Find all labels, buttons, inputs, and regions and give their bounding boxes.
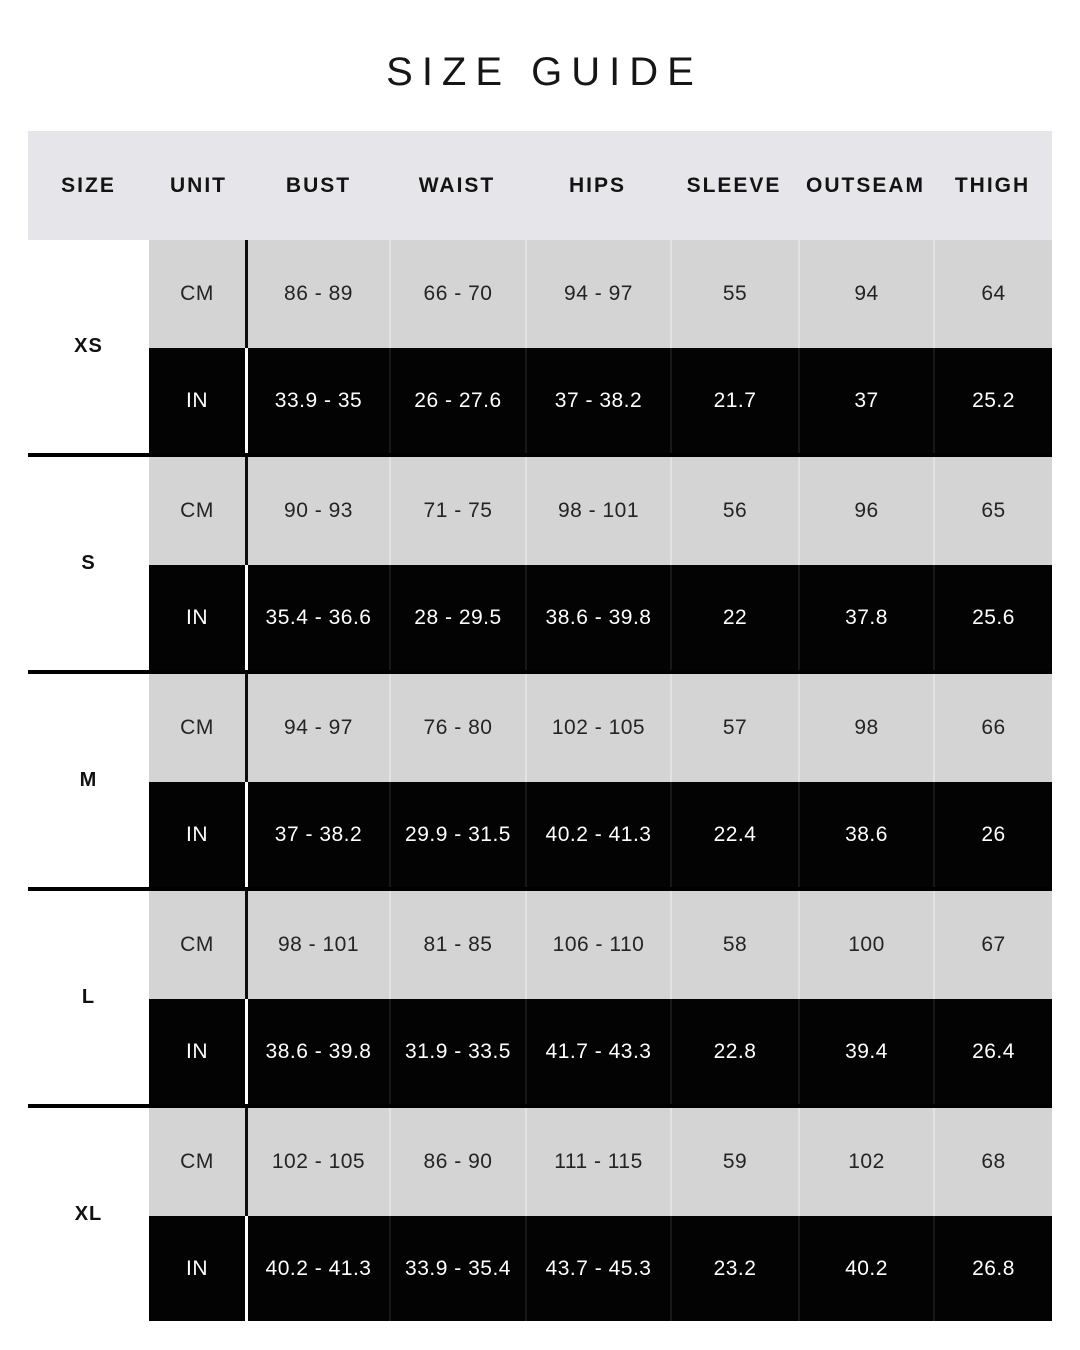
size-group-rows [149,1108,1052,1321]
size-cell [28,240,149,453]
hips-value-cm: 102 - 105 [525,674,670,782]
size-group-rows [149,891,1052,1104]
header-bust: BUST [285,173,352,197]
size-group-rows [149,240,1052,453]
unit-label-in: IN [186,388,208,412]
waist-value-cm: 71 - 75 [389,457,525,565]
header-thigh: THIGH [954,173,1031,197]
outseam-value-in: 39.4 [798,999,933,1104]
header-waist: WAIST [418,173,496,197]
outseam-value-in: 40.2 [798,1216,933,1321]
bust-value-in: 40.2 - 41.3 [265,1256,372,1280]
sleeve-value-in: 23.2 [670,1216,798,1321]
header-size: SIZE [61,173,116,197]
size-label: L [81,986,96,1008]
outseam-value-in: 38.6 [798,782,933,887]
bust-value-in: 35.4 - 36.6 [265,605,372,629]
bust-value-in: 37 - 38.2 [274,822,363,846]
unit-label-in: IN [186,822,208,846]
header-sleeve: SLEEVE [686,173,782,197]
outseam-value-cm: 96 [798,457,933,565]
cm-row [149,891,1052,999]
size-group [28,457,1052,670]
waist-value-in: 29.9 - 31.5 [389,782,525,887]
sleeve-value-cm: 59 [670,1108,798,1216]
size-cell [28,674,149,887]
size-cell [28,891,149,1104]
bust-value-cm: 102 - 105 [271,1150,366,1173]
size-label: XS [74,335,103,357]
table-body [28,240,1052,1321]
waist-value-in: 31.9 - 33.5 [389,999,525,1104]
hips-value-in: 41.7 - 43.3 [525,999,670,1104]
size-label: S [81,552,96,574]
unit-label-cm: CM [180,716,214,739]
size-group [28,1108,1052,1321]
thigh-value-in: 26.8 [933,1216,1052,1321]
bust-value-cm: 86 - 89 [284,282,353,305]
bust-value-in: 33.9 - 35 [274,388,363,412]
sleeve-value-in: 22.4 [670,782,798,887]
cm-row [149,240,1052,348]
waist-value-cm: 86 - 90 [389,1108,525,1216]
hips-value-in: 43.7 - 45.3 [525,1216,670,1321]
in-row [149,348,1052,453]
in-row [149,1216,1052,1321]
bust-value-cm: 90 - 93 [284,499,353,522]
size-group-rows [149,457,1052,670]
size-group [28,674,1052,887]
bust-value-in: 38.6 - 39.8 [265,1039,372,1063]
thigh-value-in: 26.4 [933,999,1052,1104]
thigh-value-cm: 64 [933,240,1052,348]
bust-value-cm: 98 - 101 [277,933,360,956]
thigh-value-cm: 65 [933,457,1052,565]
cm-row [149,674,1052,782]
in-row [149,565,1052,670]
thigh-value-in: 25.2 [933,348,1052,453]
sleeve-value-cm: 57 [670,674,798,782]
waist-value-in: 33.9 - 35.4 [389,1216,525,1321]
sleeve-value-in: 21.7 [670,348,798,453]
waist-value-cm: 81 - 85 [389,891,525,999]
unit-label-cm: CM [180,1150,214,1173]
bust-value-cm: 94 - 97 [284,716,353,739]
hips-value-in: 37 - 38.2 [525,348,670,453]
hips-value-cm: 106 - 110 [525,891,670,999]
outseam-value-cm: 100 [798,891,933,999]
hips-value-cm: 94 - 97 [525,240,670,348]
size-cell [28,1108,149,1321]
unit-label-in: IN [186,1256,208,1280]
in-row [149,782,1052,887]
size-guide-table [28,131,1052,1321]
size-cell [28,457,149,670]
unit-label-in: IN [186,1039,208,1063]
size-group-rows [149,674,1052,887]
sleeve-value-in: 22.8 [670,999,798,1104]
sleeve-value-cm: 55 [670,240,798,348]
waist-value-in: 26 - 27.6 [389,348,525,453]
size-label: XL [74,1203,103,1225]
outseam-value-cm: 94 [798,240,933,348]
hips-value-cm: 98 - 101 [525,457,670,565]
sleeve-value-cm: 58 [670,891,798,999]
size-label: M [79,769,98,791]
unit-label-cm: CM [180,282,214,305]
header-unit: UNIT [170,173,227,197]
page-title: SIZE GUIDE [386,50,703,94]
in-row [149,999,1052,1104]
hips-value-in: 38.6 - 39.8 [525,565,670,670]
thigh-value-cm: 68 [933,1108,1052,1216]
thigh-value-in: 25.6 [933,565,1052,670]
hips-value-cm: 111 - 115 [525,1108,670,1216]
thigh-value-cm: 67 [933,891,1052,999]
outseam-value-in: 37.8 [798,565,933,670]
header-hips: HIPS [568,173,626,197]
waist-value-cm: 66 - 70 [389,240,525,348]
outseam-value-cm: 98 [798,674,933,782]
sleeve-value-cm: 56 [670,457,798,565]
table-header-row [28,131,1052,240]
unit-label-cm: CM [180,499,214,522]
cm-row [149,1108,1052,1216]
waist-value-in: 28 - 29.5 [389,565,525,670]
outseam-value-cm: 102 [798,1108,933,1216]
size-group [28,891,1052,1104]
outseam-value-in: 37 [798,348,933,453]
thigh-value-in: 26 [933,782,1052,887]
sleeve-value-in: 22 [670,565,798,670]
cm-row [149,457,1052,565]
hips-value-in: 40.2 - 41.3 [525,782,670,887]
thigh-value-cm: 66 [933,674,1052,782]
waist-value-cm: 76 - 80 [389,674,525,782]
header-outseam: OUTSEAM [806,173,925,197]
unit-label-cm: CM [180,933,214,956]
unit-label-in: IN [186,605,208,629]
size-group [28,240,1052,453]
